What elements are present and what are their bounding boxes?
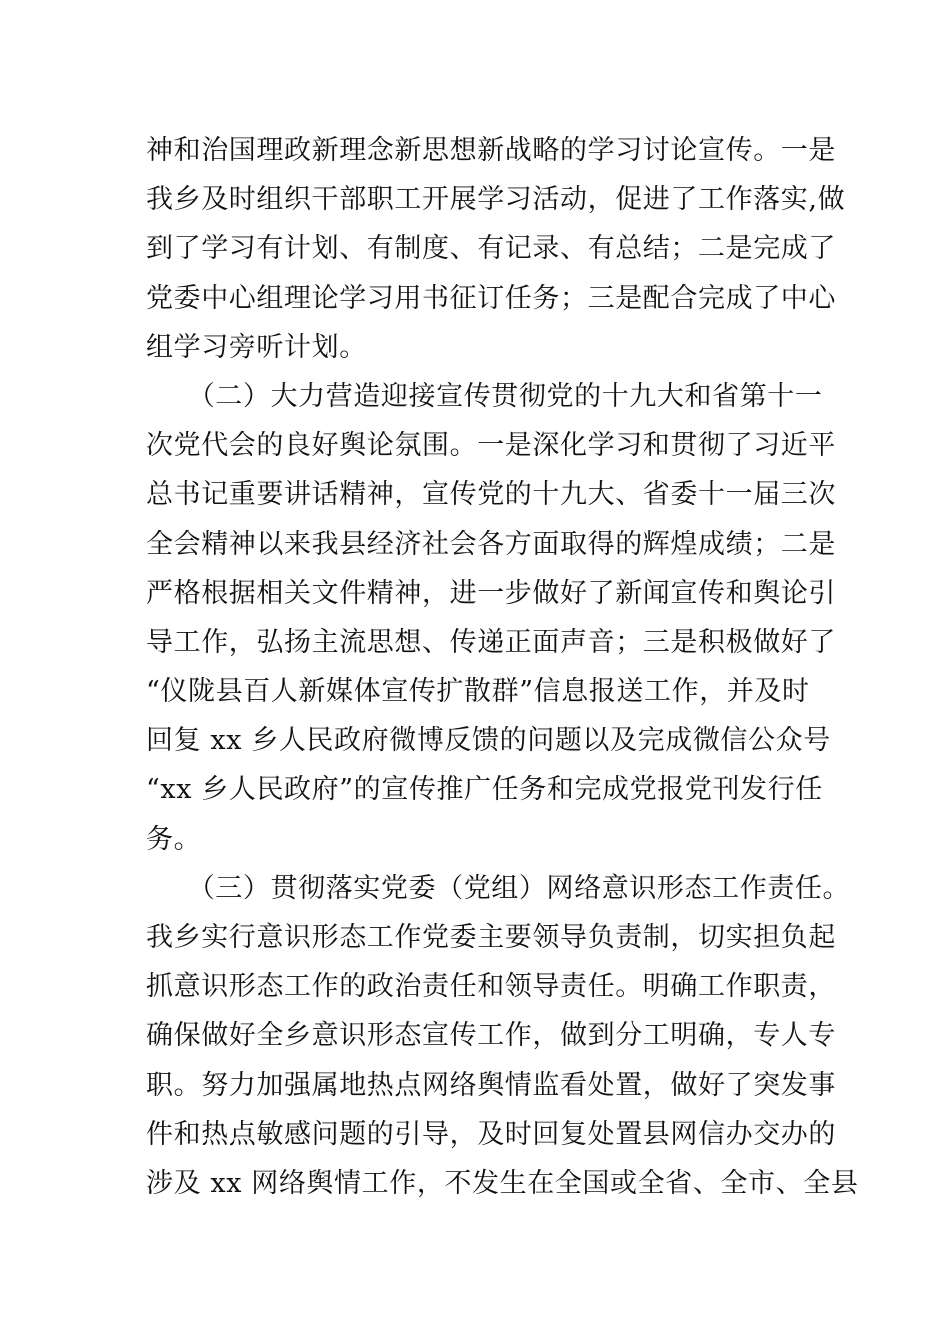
text-line: 组学习旁听计划。: [146, 331, 367, 363]
text-line: 抓意识形态工作的政治责任和领导责任。明确工作职责，: [146, 971, 836, 1003]
text-line: 严格根据相关文件精神，进一步做好了新闻宣传和舆论引: [146, 577, 836, 609]
text-line: 全会精神以来我县经济社会各方面取得的辉煌成绩；二是: [146, 528, 836, 560]
text-line: 务。: [146, 823, 202, 855]
text-line: “仪陇县百人新媒体宣传扩散群”信息报送工作，并及时: [146, 676, 810, 708]
text-line: 件和热点敏感问题的引导，及时回复处置县网信办交办的: [146, 1118, 836, 1150]
text-line: 我乡及时组织干部职工开展学习活动，促进了工作落实,做: [146, 184, 846, 216]
text-line: 次党代会的良好舆论氛围。一是深化学习和贯彻了习近平: [146, 430, 836, 462]
section-heading-line: （三）贯彻落实党委（党组）网络意识形态工作责任。: [146, 872, 851, 904]
text-line: 神和治国理政新理念新思想新战略的学习讨论宣传。一是: [146, 135, 836, 166]
section-heading-line: （二）大力营造迎接宣传贯彻党的十九大和省第十一: [146, 380, 823, 412]
text-line: 总书记重要讲话精神，宣传党的十九大、省委十一届三次: [146, 479, 836, 511]
text-line: 确保做好全乡意识形态宣传工作，做到分工明确，专人专: [146, 1020, 836, 1052]
text-line: “xx 乡人民政府”的宣传推广任务和完成党报党刊发行任: [146, 774, 823, 806]
text-line: 导工作，弘扬主流思想、传递正面声音；三是积极做好了: [146, 626, 836, 658]
text-line: 涉及 xx 网络舆情工作，不发生在全国或全省、全市、全县: [146, 1167, 859, 1199]
text-line: 我乡实行意识形态工作党委主要领导负责制，切实担负起: [146, 922, 836, 953]
document-body: [146, 126, 859, 1208]
text-line: 到了学习有计划、有制度、有记录、有总结；二是完成了: [146, 233, 836, 265]
text-line: 职。努力加强属地热点网络舆情监看处置，做好了突发事: [146, 1069, 836, 1101]
text-line: 党委中心组理论学习用书征订任务；三是配合完成了中心: [146, 282, 836, 314]
text-line: 回复 xx 乡人民政府微博反馈的问题以及完成微信公众号: [146, 725, 831, 757]
